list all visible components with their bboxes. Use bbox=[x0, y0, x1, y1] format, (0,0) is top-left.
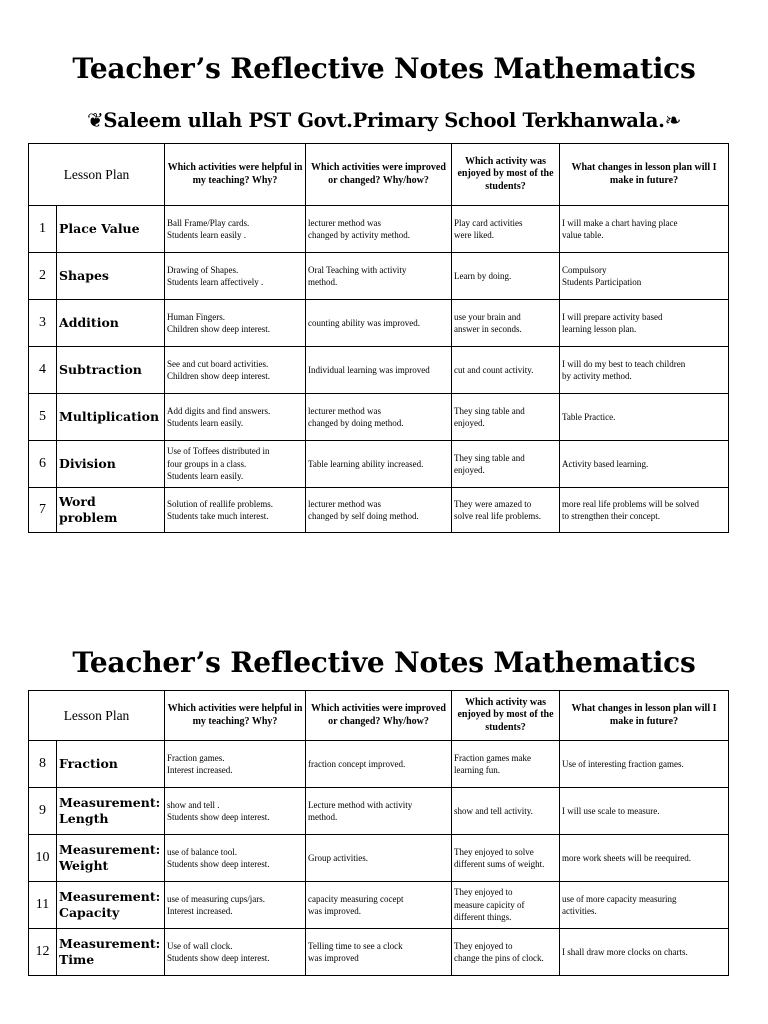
reflective-notes-table-2 bbox=[28, 690, 729, 976]
enjoyed-activity-cell: They sing table and enjoyed. bbox=[452, 441, 560, 488]
header-future-changes: What changes in lesson plan will I make in future? bbox=[560, 691, 729, 741]
enjoyed-activity-cell: They enjoyed to change the pins of clock. bbox=[452, 929, 560, 976]
helpful-activities-cell: Human Fingers. Children show deep interest. bbox=[165, 300, 306, 347]
row-number: 7 bbox=[29, 488, 57, 533]
helpful-activities-cell: use of balance tool. Students show deep interest. bbox=[165, 835, 306, 882]
enjoyed-activity-cell: Play card activities were liked. bbox=[452, 206, 560, 253]
table-row bbox=[29, 741, 729, 788]
header-enjoyed-activity: Which activity was enjoyed by most of the students? bbox=[452, 144, 560, 206]
improved-activities-cell: lecturer method was changed by doing method. bbox=[306, 394, 452, 441]
row-number: 3 bbox=[29, 300, 57, 347]
ornament-right-icon: ❧ bbox=[664, 108, 682, 132]
lesson-topic: Word problem bbox=[57, 488, 165, 533]
helpful-activities-cell: Fraction games. Interest increased. bbox=[165, 741, 306, 788]
improved-activities-cell: Individual learning was improved bbox=[306, 347, 452, 394]
lesson-topic: Measurement: Time bbox=[57, 929, 165, 976]
future-changes-cell: I will prepare activity based learning lesson plan. bbox=[560, 300, 729, 347]
future-changes-cell: more work sheets will be reequired. bbox=[560, 835, 729, 882]
header-improved-activities: Which activities were improved or changed? Why/how? bbox=[306, 691, 452, 741]
table-row bbox=[29, 300, 729, 347]
table-row bbox=[29, 394, 729, 441]
table-row bbox=[29, 347, 729, 394]
subtitle-text: Saleem ullah PST Govt.Primary School Terkhanwala. bbox=[103, 109, 665, 132]
lesson-topic: Subtraction bbox=[57, 347, 165, 394]
future-changes-cell: I will use scale to measure. bbox=[560, 788, 729, 835]
row-number: 6 bbox=[29, 441, 57, 488]
row-number: 2 bbox=[29, 253, 57, 300]
improved-activities-cell: fraction concept improved. bbox=[306, 741, 452, 788]
table-row bbox=[29, 441, 729, 488]
helpful-activities-cell: Use of wall clock. Students show deep interest. bbox=[165, 929, 306, 976]
lesson-topic: Measurement: Length bbox=[57, 788, 165, 835]
lesson-topic: Division bbox=[57, 441, 165, 488]
lesson-topic: Shapes bbox=[57, 253, 165, 300]
enjoyed-activity-cell: They enjoyed to solve different sums of weight. bbox=[452, 835, 560, 882]
helpful-activities-cell: show and tell . Students show deep interest. bbox=[165, 788, 306, 835]
future-changes-cell: Table Practice. bbox=[560, 394, 729, 441]
table-row bbox=[29, 253, 729, 300]
page-title: Teacher’s Reflective Notes Mathematics bbox=[72, 52, 696, 85]
header-enjoyed-activity: Which activity was enjoyed by most of the students? bbox=[452, 691, 560, 741]
table-row bbox=[29, 488, 729, 533]
lesson-topic: Place Value bbox=[57, 206, 165, 253]
helpful-activities-cell: Use of Toffees distributed in four groups in a class. Students learn easily. bbox=[165, 441, 306, 488]
future-changes-cell: Compulsory Students Participation bbox=[560, 253, 729, 300]
future-changes-cell: more real life problems will be solved to strengthen their concept. bbox=[560, 488, 729, 533]
future-changes-cell: Activity based learning. bbox=[560, 441, 729, 488]
improved-activities-cell: Table learning ability increased. bbox=[306, 441, 452, 488]
page-title-2: Teacher’s Reflective Notes Mathematics bbox=[72, 646, 696, 679]
lesson-topic: Addition bbox=[57, 300, 165, 347]
lesson-topic: Measurement: Weight bbox=[57, 835, 165, 882]
improved-activities-cell: Oral Teaching with activity method. bbox=[306, 253, 452, 300]
future-changes-cell: I will do my best to teach children by activity method. bbox=[560, 347, 729, 394]
lesson-topic: Multiplication bbox=[57, 394, 165, 441]
helpful-activities-cell: See and cut board activities. Children show deep interest. bbox=[165, 347, 306, 394]
future-changes-cell: use of more capacity measuring activities. bbox=[560, 882, 729, 929]
enjoyed-activity-cell: Fraction games make learning fun. bbox=[452, 741, 560, 788]
enjoyed-activity-cell: cut and count activity. bbox=[452, 347, 560, 394]
subtitle bbox=[0, 108, 768, 132]
header-lesson-plan: Lesson Plan bbox=[29, 691, 165, 741]
row-number: 11 bbox=[29, 882, 57, 929]
future-changes-cell: I shall draw more clocks on charts. bbox=[560, 929, 729, 976]
enjoyed-activity-cell: They enjoyed to measure capicity of different things. bbox=[452, 882, 560, 929]
header-future-changes: What changes in lesson plan will I make in future? bbox=[560, 144, 729, 206]
table-row bbox=[29, 929, 729, 976]
enjoyed-activity-cell: show and tell activity. bbox=[452, 788, 560, 835]
header-lesson-plan: Lesson Plan bbox=[29, 144, 165, 206]
enjoyed-activity-cell: use your brain and answer in seconds. bbox=[452, 300, 560, 347]
helpful-activities-cell: use of measuring cups/jars. Interest increased. bbox=[165, 882, 306, 929]
helpful-activities-cell: Drawing of Shapes. Students learn affectively . bbox=[165, 253, 306, 300]
table-row bbox=[29, 882, 729, 929]
header-improved-activities: Which activities were improved or changed? Why/how? bbox=[306, 144, 452, 206]
reflective-notes-table-1 bbox=[28, 143, 729, 533]
header-helpful-activities: Which activities were helpful in my teaching? Why? bbox=[165, 691, 306, 741]
row-number: 8 bbox=[29, 741, 57, 788]
row-number: 9 bbox=[29, 788, 57, 835]
improved-activities-cell: Lecture method with activity method. bbox=[306, 788, 452, 835]
enjoyed-activity-cell: They were amazed to solve real life problems. bbox=[452, 488, 560, 533]
improved-activities-cell: lecturer method was changed by activity method. bbox=[306, 206, 452, 253]
table-header-row bbox=[29, 144, 729, 206]
improved-activities-cell: counting ability was improved. bbox=[306, 300, 452, 347]
row-number: 5 bbox=[29, 394, 57, 441]
row-number: 4 bbox=[29, 347, 57, 394]
row-number: 10 bbox=[29, 835, 57, 882]
lesson-topic: Fraction bbox=[57, 741, 165, 788]
row-number: 1 bbox=[29, 206, 57, 253]
table-row bbox=[29, 206, 729, 253]
enjoyed-activity-cell: They sing table and enjoyed. bbox=[452, 394, 560, 441]
table-header-row bbox=[29, 691, 729, 741]
ornament-left-icon: ❦ bbox=[86, 108, 104, 132]
helpful-activities-cell: Add digits and find answers. Students learn easily. bbox=[165, 394, 306, 441]
helpful-activities-cell: Solution of reallife problems. Students take much interest. bbox=[165, 488, 306, 533]
improved-activities-cell: Telling time to see a clock was improved bbox=[306, 929, 452, 976]
improved-activities-cell: Group activities. bbox=[306, 835, 452, 882]
row-number: 12 bbox=[29, 929, 57, 976]
enjoyed-activity-cell: Learn by doing. bbox=[452, 253, 560, 300]
helpful-activities-cell: Ball Frame/Play cards. Students learn easily . bbox=[165, 206, 306, 253]
table-row bbox=[29, 788, 729, 835]
table-row bbox=[29, 835, 729, 882]
improved-activities-cell: lecturer method was changed by self doing method. bbox=[306, 488, 452, 533]
future-changes-cell: I will make a chart having place value table. bbox=[560, 206, 729, 253]
lesson-topic: Measurement: Capacity bbox=[57, 882, 165, 929]
improved-activities-cell: capacity measuring cocept was improved. bbox=[306, 882, 452, 929]
header-helpful-activities: Which activities were helpful in my teaching? Why? bbox=[165, 144, 306, 206]
future-changes-cell: Use of interesting fraction games. bbox=[560, 741, 729, 788]
